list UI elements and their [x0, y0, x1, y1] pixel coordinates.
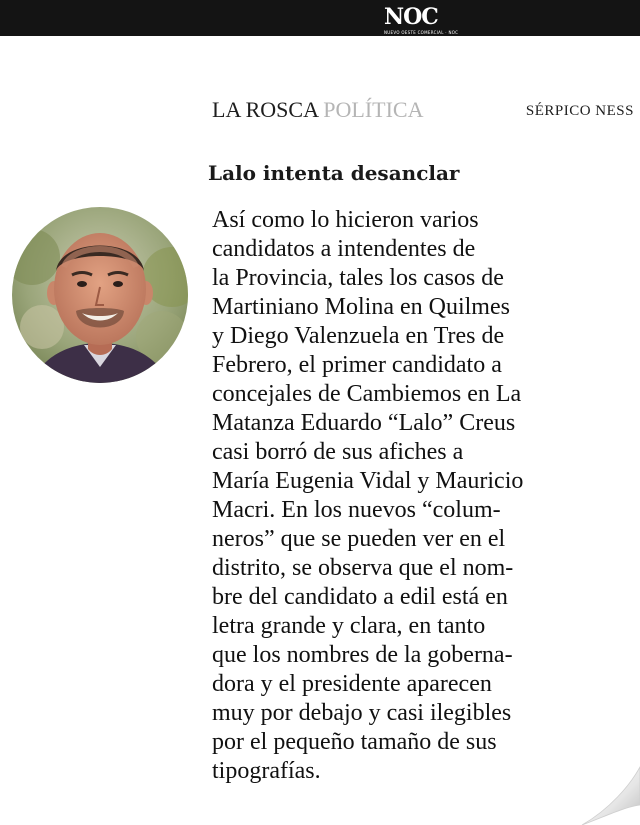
- logo-subtitle: NUEVO OESTE COMERCIAL · NOC: [384, 30, 459, 35]
- top-bar: [0, 0, 640, 36]
- column-title-word1: LA ROSCA: [212, 97, 318, 122]
- column-title: [212, 96, 423, 124]
- article-headline: Lalo intenta desanclar: [208, 161, 460, 185]
- publication-logo: [384, 4, 459, 44]
- logo-text: NOC: [384, 4, 438, 30]
- page-curl-decoration: [560, 745, 640, 825]
- author-name: SÉRPICO NESS: [525, 103, 634, 119]
- article-body: Así como lo hicieron varios candidatos a intendentes de la Provincia, tales los casos de Martiniano Molina en Quilmes y Diego Valenzuela en Tres de Febrero, el primer candidato a concejales de Cambiemos en La Matanza Eduardo “Lalo” Creus casi borró de sus afiches a María Eugenia Vidal y Mauricio Macri. En los nuevos “colum- neros” que se pueden ver en el distrito, se observa que el nom- bre del candidato a edil está en letra grande y clara, en tanto que los nombres de la goberna- dora y el presidente aparecen muy por debajo y casi ilegibles por el pequeño tamaño de sus tipografías.: [212, 207, 524, 784]
- column-title-word2: POLÍTICA: [323, 97, 424, 122]
- author-photo: [12, 207, 188, 383]
